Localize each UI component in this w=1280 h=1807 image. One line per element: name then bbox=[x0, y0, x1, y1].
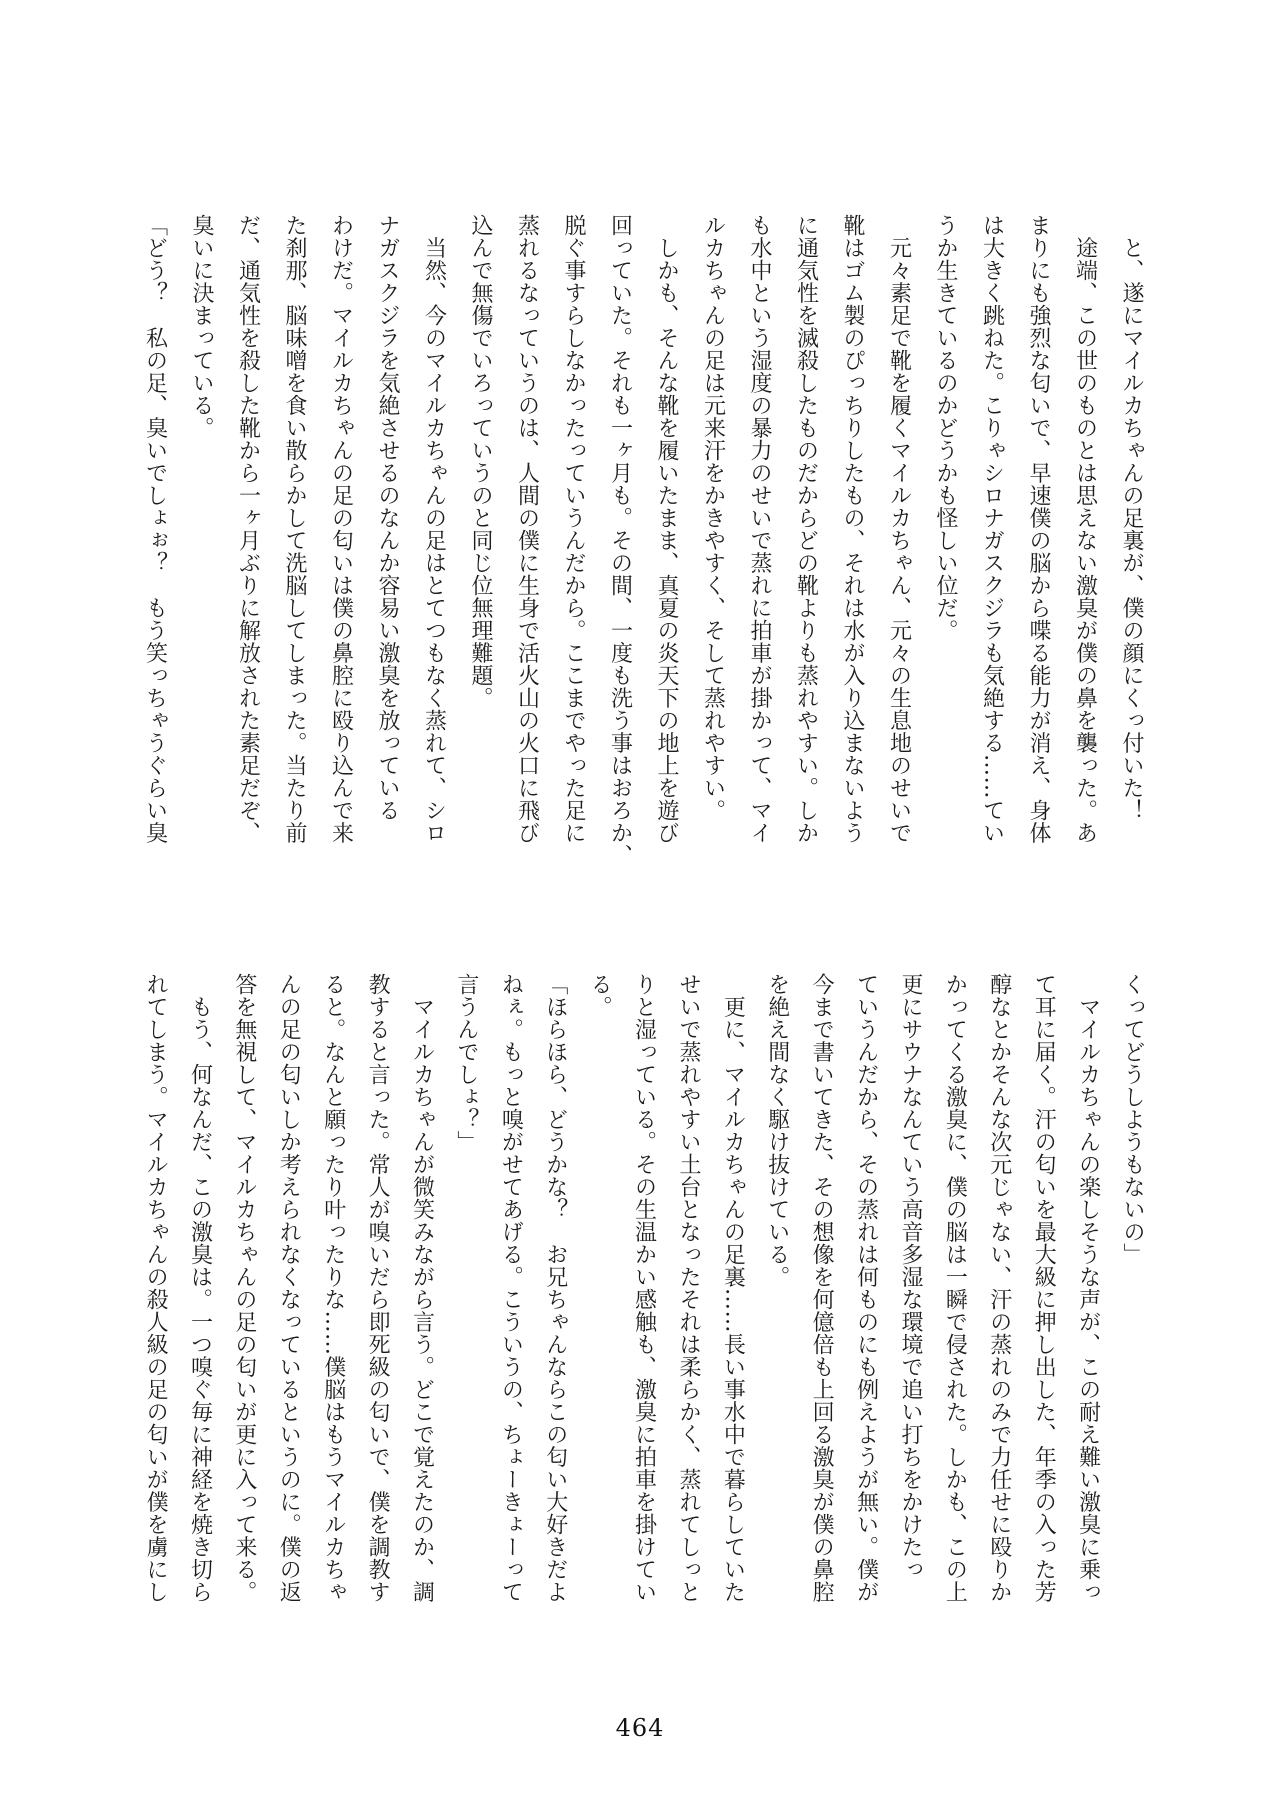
text-line: かってくる激臭に、僕の脳は一瞬で侵された。しかも、この上 bbox=[942, 973, 968, 1603]
text-line: を絶え間なく駆け抜けている。 bbox=[764, 973, 790, 1288]
text-line: に通気性を滅殺したものだからどの靴よりも蒸れやすい。しか bbox=[793, 214, 819, 844]
text-line: 「ほらほら、どうかな？ お兄ちゃんならこの匂い大好きだよ bbox=[542, 973, 568, 1603]
text-line: 答を無視して、マイルカちゃんの足の匂いが更に入って来る。 bbox=[231, 973, 257, 1603]
text-line: 込んで無傷でいろっていうのと同じ位無理難題。 bbox=[468, 214, 493, 709]
text-line: 回っていた。それも一ヶ月も。その間、一度も洗う事はおろか、 bbox=[607, 214, 633, 867]
text-line: だ、通気性を殺した靴から一ヶ月ぶりに解放された素足だぞ、 bbox=[235, 214, 261, 844]
text-line: も水中という湿度の暴力のせいで蒸れに拍車が掛かって、マイ bbox=[747, 214, 772, 844]
text-line: 当然、今のマイルカちゃんの足はとてつもなく蒸れて、シロ bbox=[421, 214, 447, 844]
text-line: しかも、そんな靴を履いたまま、真夏の炎天下の地上を遊び bbox=[654, 214, 679, 844]
text-line: ルカちゃんの足は元来汗をかきやすく、そして蒸れやすい。 bbox=[700, 214, 726, 822]
text-line: 元々素足で靴を履くマイルカちゃん、元々の生息地のせいで bbox=[886, 214, 912, 844]
text-line: た刹那、脳味噌を食い散らかして洗脳してしまった。当たり前 bbox=[282, 214, 307, 844]
text-line: る。 bbox=[587, 973, 613, 1018]
text-line: マイルカちゃんの楽しそうな声が、この耐え難い激臭に乗っ bbox=[1075, 973, 1101, 1603]
text-line: もう、何なんだ、この激臭は。一つ嗅ぐ毎に神経を焼き切ら bbox=[187, 973, 213, 1603]
text-line: 教すると言った。常人が嗅いだら即死級の匂いで、僕を調教す bbox=[365, 973, 391, 1603]
text-line: ナガスクジラを気絶させるのなんか容易い激臭を放っている bbox=[375, 214, 400, 822]
upper-text-block bbox=[131, 214, 1154, 874]
text-line: ねぇ。もっと嗅がせてあげる。こういうの、ちょーきょーって bbox=[498, 973, 524, 1603]
text-line: は大きく跳ねた。こりゃシロナガスクジラも気絶する……てい bbox=[979, 214, 1005, 844]
text-line: 「どう？ 私の足、臭いでしょぉ？ もう笑っちゃうぐらい臭 bbox=[142, 214, 168, 844]
text-line: りと湿っている。その生温かい感触も、激臭に拍車を掛けてい bbox=[631, 973, 657, 1603]
text-line: 臭いに決まっている。 bbox=[189, 214, 214, 439]
text-line: と、遂にマイルカちゃんの足裏が、僕の顔にくっ付いた！ bbox=[1119, 214, 1144, 822]
text-line: ていうんだから、その蒸れは何ものにも例えようが無い。僕が bbox=[853, 973, 879, 1603]
text-line: マイルカちゃんが微笑みながら言う。どこで覚えたのか、調 bbox=[409, 973, 435, 1603]
text-line: せいで蒸れやすい土台となったそれは柔らかく、蒸れてしっと bbox=[675, 973, 701, 1603]
text-line: くってどうしようもないの」 bbox=[1120, 973, 1145, 1266]
text-line: 今まで書いてきた、その想像を何億倍も上回る激臭が僕の鼻腔 bbox=[809, 973, 835, 1603]
text-line: ると。なんと願ったり叶ったりな……僕脳はもうマイルカちゃ bbox=[320, 973, 346, 1603]
text-line: わけだ。マイルカちゃんの足の匂いは僕の鼻腔に殴り込んで来 bbox=[328, 214, 354, 844]
text-line: れてしまう。マイルカちゃんの殺人級の足の匂いが僕を虜にし bbox=[143, 973, 169, 1603]
text-line: て耳に届く。汗の匂いを最大級に押し出した、年季の入った芳 bbox=[1031, 973, 1057, 1603]
text-line: 蒸れるなっていうのは、人間の僕に生身で活火山の火口に飛び bbox=[514, 214, 540, 844]
text-line: 言うんでしょ？」 bbox=[453, 973, 479, 1153]
text-line: 更にサウナなんていう高音多湿な環境で追い打ちをかけたっ bbox=[897, 973, 923, 1581]
text-line: 靴はゴム製のぴっちりしたもの、それは水が入り込まないよう bbox=[840, 214, 865, 844]
lower-text-block bbox=[133, 973, 1154, 1633]
text-line: うか生きているのかどうかも怪しい位だ。 bbox=[933, 214, 958, 642]
text-line: んの足の匂いしか考えられなくなっているというのに。僕の返 bbox=[276, 973, 302, 1603]
text-line: 脱ぐ事すらしなかったっていうんだから。ここまでやった足に bbox=[561, 214, 586, 844]
text-line: 途端、この世のものとは思えない激臭が僕の鼻を襲った。あ bbox=[1072, 214, 1098, 844]
page-number: 464 bbox=[615, 1714, 665, 1742]
text-line: 醇なとかそんな次元じゃない、汗の蒸れのみで力任せに殴りか bbox=[986, 973, 1012, 1603]
text-line: 更に、マイルカちゃんの足裏……長い事水中で暮らしていた bbox=[720, 973, 746, 1603]
text-line: まりにも強烈な匂いで、早速僕の脳から喋る能力が消え、身体 bbox=[1026, 214, 1051, 844]
